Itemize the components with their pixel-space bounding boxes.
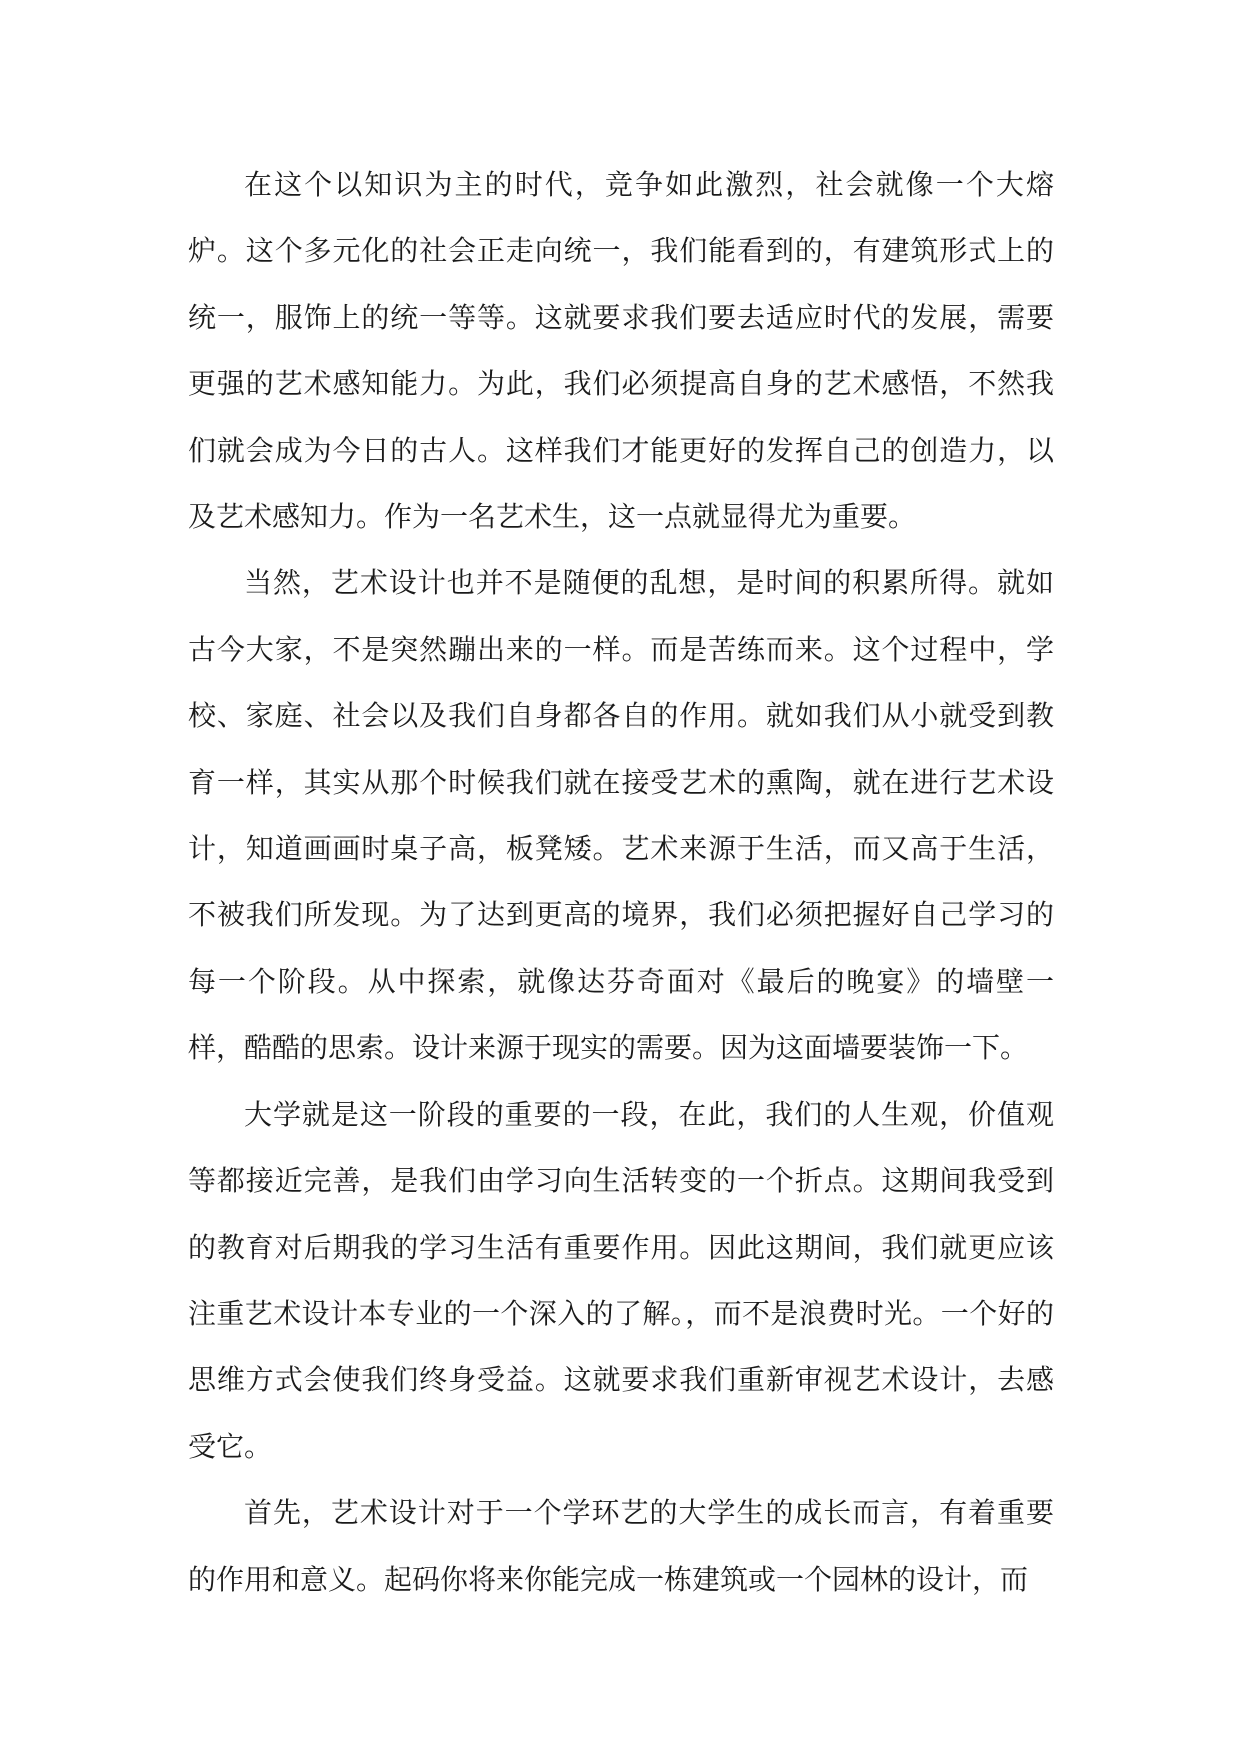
document-body <box>188 152 1054 1613</box>
paragraph-2: 当然，艺术设计也并不是随便的乱想，是时间的积累所得。就如古今大家，不是突然蹦出来的一样。而是苦练而来。这个过程中，学校、家庭、社会以及我们自身都各自的作用。就如我们从小就受到教育一样，其实从那个时候我们就在接受艺术的熏陶，就在进行艺术设计，知道画画时桌子高，板凳矮。艺术来源于生活，而又高于生活，不被我们所发现。为了达到更高的境界，我们必须把握好自己学习的每一个阶段。从中探索，就像达芬奇面对《最后的晚宴》的墙壁一样，酷酷的思索。设计来源于现实的需要。因为这面墙要装饰一下。 <box>188 566 1054 1065</box>
paragraph-1: 在这个以知识为主的时代，竞争如此激烈，社会就像一个大熔炉。这个多元化的社会正走向统一，我们能看到的，有建筑形式上的统一，服饰上的统一等等。这就要求我们要去适应时代的发展，需要更强的艺术感知能力。为此，我们必须提高自身的艺术感悟，不然我们就会成为今日的古人。这样我们才能更好的发挥自己的创造力，以及艺术感知力。作为一名艺术生，这一点就显得尤为重要。 <box>188 168 1054 534</box>
paragraph-4: 首先，艺术设计对于一个学环艺的大学生的成长而言，有着重要的作用和意义。起码你将来你能完成一栋建筑或一个园林的设计，而 <box>188 1496 1054 1596</box>
paragraph-3: 大学就是这一阶段的重要的一段，在此，我们的人生观，价值观等都接近完善，是我们由学习向生活转变的一个折点。这期间我受到的教育对后期我的学习生活有重要作用。因此这期间，我们就更应该注重艺术设计本专业的一个深入的了解。，而不是浪费时光。一个好的思维方式会使我们终身受益。这就要求我们重新审视艺术设计，去感受它。 <box>188 1097 1054 1463</box>
